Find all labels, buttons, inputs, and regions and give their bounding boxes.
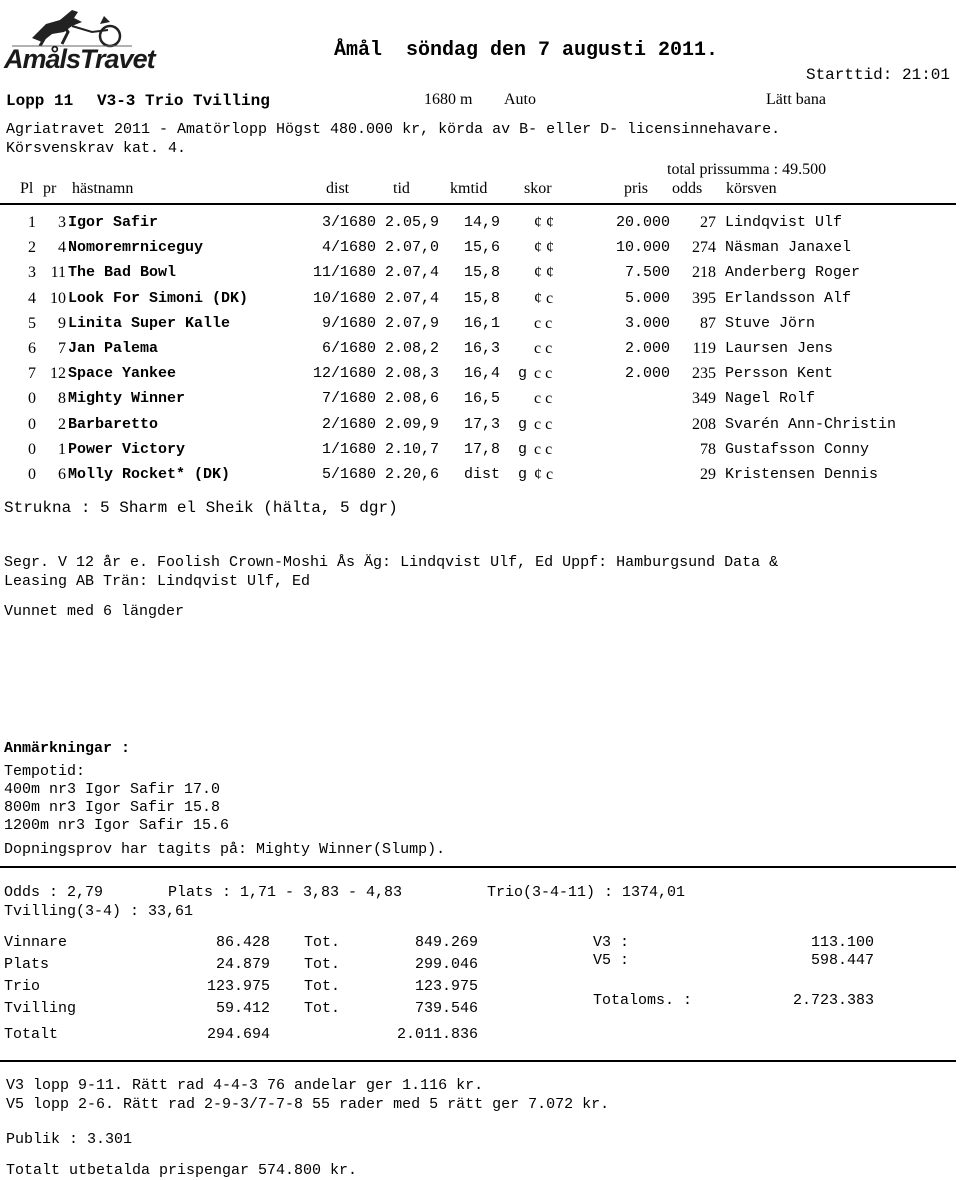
km-time: dist (464, 466, 501, 483)
turnover-tot-value: 739.546 (414, 1000, 478, 1017)
prize-money: 7.500 (624, 264, 670, 282)
driver-name: Lindqvist Ulf (725, 214, 843, 231)
km-time: 16,4 (464, 365, 501, 383)
winner-info-cont: Leasing AB Trän: Lindqvist Ulf, Ed (4, 573, 311, 590)
winner-info: Segr. V 12 år e. Foolish Crown-Moshi Ås Äg: Lindqvist Ulf, Ed Uppf: Hamburgsund Data & (4, 554, 779, 571)
race-time: 2.05,9 (385, 214, 440, 231)
place: 1 (28, 214, 36, 231)
horse-name: Power Victory (68, 440, 186, 458)
race-time: 2.08,2 (385, 340, 440, 357)
v3-turnover-label: V3 : (593, 934, 630, 951)
gear-mark: g (518, 466, 528, 483)
driver-name: Nagel Rolf (725, 390, 816, 408)
tempo-line: 1200m nr3 Igor Safir 15.6 (4, 817, 230, 834)
shoe-marks: c c (534, 340, 553, 357)
odds-place: Plats : 1,71 - 3,83 - 4,83 (168, 884, 403, 901)
start-time: Starttid: 21:01 (805, 66, 950, 84)
horse-name: Barbaretto (68, 415, 159, 433)
shoe-marks: c c (534, 415, 553, 433)
odds-value: 235 (692, 365, 716, 383)
doping-test: Dopningsprov har tagits på: Mighty Winner(Slump). (4, 841, 446, 858)
col-time: tid (393, 180, 410, 197)
place: 6 (28, 340, 36, 357)
race-time: 2.07,0 (385, 239, 440, 257)
distance: 12/1680 (312, 365, 376, 383)
shoe-marks: ¢ c (534, 289, 554, 307)
start-type: Auto (504, 91, 536, 108)
col-prize: pris (624, 180, 648, 197)
prize-money: 20.000 (615, 214, 670, 231)
prize-money: 2.000 (624, 340, 670, 357)
place: 0 (28, 415, 36, 433)
turnover-value: 59.412 (215, 1000, 270, 1017)
distance: 7/1680 (321, 390, 376, 408)
post-position: 9 (58, 314, 66, 332)
col-place: Pl (20, 180, 34, 197)
place: 3 (28, 264, 36, 282)
race-time: 2.08,3 (385, 365, 440, 383)
shoe-marks: ¢ ¢ (534, 264, 554, 282)
km-time: 17,8 (464, 440, 501, 458)
odds-tvilling: Tvilling(3-4) : 33,61 (4, 903, 194, 920)
post-position: 7 (58, 340, 66, 357)
race-time: 2.07,4 (385, 264, 440, 282)
v3-result: V3 lopp 9-11. Rätt rad 4-4-3 76 andelar ger 1.116 kr. (6, 1077, 484, 1094)
race-time: 2.09,9 (385, 415, 440, 433)
shoe-marks: ¢ c (534, 466, 554, 483)
v5-result: V5 lopp 2-6. Rätt rad 2-9-3/7-7-8 55 rader med 5 rätt ger 7.072 kr. (6, 1096, 610, 1113)
horse-name: The Bad Bowl (68, 264, 177, 282)
tempo-line: 800m nr3 Igor Safir 15.8 (4, 799, 221, 816)
distance: 4/1680 (321, 239, 376, 257)
col-horse: hästnamn (72, 180, 134, 197)
total-turnover-value: 2.723.383 (792, 992, 874, 1009)
logo (4, 2, 164, 80)
result-row (0, 215, 960, 235)
horse-name: Molly Rocket* (DK) (68, 466, 231, 483)
post-position: 11 (50, 264, 66, 282)
turnover-total-label: Totalt (4, 1026, 59, 1043)
distance: 1/1680 (321, 440, 376, 458)
shoe-marks: c c (534, 440, 553, 458)
horse-name: Nomoremrniceguy (68, 239, 204, 257)
post-position: 4 (58, 239, 66, 257)
distance: 5/1680 (321, 466, 376, 483)
place: 0 (28, 440, 36, 458)
turnover-value: 24.879 (215, 956, 270, 973)
race-number: Lopp 11 (6, 92, 74, 110)
gear-mark: g (518, 365, 528, 383)
race-time: 2.07,9 (385, 314, 440, 332)
km-time: 16,5 (464, 390, 501, 408)
track-condition: Lätt bana (766, 91, 826, 108)
turnover-tot-label: Tot. (304, 978, 341, 995)
result-row (0, 391, 960, 411)
odds-value: 274 (692, 239, 716, 257)
driver-name: Stuve Jörn (725, 314, 816, 332)
driver-name: Anderberg Roger (725, 264, 861, 282)
turnover-label: Trio (4, 978, 41, 995)
prize-money: 2.000 (624, 365, 670, 383)
trotter-horse-icon (12, 2, 132, 50)
result-row (0, 442, 960, 462)
turnover-tot-label: Tot. (304, 1000, 341, 1017)
race-time: 2.20,6 (385, 466, 440, 483)
result-row (0, 341, 960, 361)
post-position: 10 (50, 289, 66, 307)
km-time: 14,9 (464, 214, 501, 231)
post-position: 8 (58, 390, 66, 408)
driver-name: Erlandsson Alf (725, 289, 852, 307)
distance: 6/1680 (321, 340, 376, 357)
col-post: pr (43, 180, 57, 197)
driver-name: Gustafsson Conny (725, 440, 870, 458)
col-driver: körsven (726, 180, 777, 197)
result-row (0, 240, 960, 260)
horse-name: Space Yankee (68, 365, 177, 383)
header-divider (0, 203, 956, 205)
place: 5 (28, 314, 36, 332)
result-row (0, 265, 960, 285)
turnover-tot-value: 849.269 (414, 934, 478, 951)
shoe-marks: c c (534, 365, 553, 383)
result-row (0, 366, 960, 386)
horse-name: Mighty Winner (68, 390, 186, 408)
total-prize: total prissumma : 49.500 (667, 161, 827, 178)
logo-text: AmålsTravet (4, 44, 155, 74)
race-description: Agriatravet 2011 - Amatörlopp Högst 480.000 kr, körda av B- eller D- licensinnehavare. (6, 121, 781, 138)
gear-mark: g (518, 415, 528, 433)
odds-value: 395 (692, 289, 716, 307)
race-time: 2.08,6 (385, 390, 440, 408)
horse-name: Igor Safir (68, 214, 159, 231)
col-kmtime: kmtid (450, 180, 488, 197)
odds-value: 87 (700, 314, 716, 332)
winning-margin: Vunnet med 6 längder (4, 603, 185, 620)
odds-win: Odds : 2,79 (4, 884, 104, 901)
total-paid: Totalt utbetalda prispengar 574.800 kr. (6, 1162, 358, 1179)
driver-name: Svarén Ann-Christin (725, 415, 897, 433)
driver-name: Kristensen Dennis (725, 466, 879, 483)
result-row (0, 316, 960, 336)
driver-name: Laursen Jens (725, 340, 834, 357)
horse-name: Look For Simoni (DK) (68, 289, 249, 307)
post-position: 2 (58, 415, 66, 433)
shoe-marks: c c (534, 390, 553, 408)
odds-value: 218 (692, 264, 716, 282)
place: 4 (28, 289, 36, 307)
distance: 10/1680 (312, 289, 376, 307)
post-position: 6 (58, 466, 66, 483)
place: 0 (28, 390, 36, 408)
prize-money: 5.000 (624, 289, 670, 307)
odds-value: 119 (692, 340, 716, 357)
race-name: V3-3 Trio Tvilling (97, 92, 270, 110)
km-time: 15,8 (464, 289, 501, 307)
distance: 2/1680 (321, 415, 376, 433)
turnover-tot-value: 123.975 (414, 978, 478, 995)
race-time: 2.10,7 (385, 440, 440, 458)
odds-trio: Trio(3-4-11) : 1374,01 (487, 884, 686, 901)
turnover-tot-value: 299.046 (414, 956, 478, 973)
km-time: 15,8 (464, 264, 501, 282)
shoe-marks: ¢ ¢ (534, 239, 554, 257)
remarks-divider (0, 866, 956, 868)
odds-value: 29 (700, 466, 716, 483)
prize-money: 10.000 (615, 239, 670, 257)
tempo-line: 400m nr3 Igor Safir 17.0 (4, 781, 221, 798)
distance: 3/1680 (321, 214, 376, 231)
turnover-label: Tvilling (4, 1000, 77, 1017)
post-position: 12 (50, 365, 66, 383)
turnover-label: Plats (4, 956, 50, 973)
v5-turnover-label: V5 : (593, 952, 630, 969)
km-time: 17,3 (464, 415, 501, 433)
attendance: Publik : 3.301 (6, 1131, 133, 1148)
km-time: 16,3 (464, 340, 501, 357)
scratched-horses: Strukna : 5 Sharm el Sheik (hälta, 5 dgr) (4, 499, 398, 517)
place: 7 (28, 365, 36, 383)
result-row (0, 467, 960, 487)
v3-turnover-value: 113.100 (810, 934, 874, 951)
turnover-total-tot: 2.011.836 (396, 1026, 478, 1043)
turnover-tot-label: Tot. (304, 956, 341, 973)
distance: 9/1680 (321, 314, 376, 332)
horse-name: Jan Palema (68, 340, 159, 357)
odds-value: 349 (692, 390, 716, 408)
odds-value: 27 (700, 214, 716, 231)
remarks-heading: Anmärkningar : (4, 740, 131, 757)
col-shoes: skor (524, 180, 552, 197)
post-position: 1 (58, 440, 66, 458)
page-title: Åmål söndag den 7 augusti 2011. (334, 39, 719, 62)
col-dist: dist (326, 180, 350, 197)
driver-name: Näsman Janaxel (725, 239, 852, 257)
km-time: 16,1 (464, 314, 501, 332)
driver-name: Persson Kent (725, 365, 834, 383)
turnover-divider (0, 1060, 956, 1062)
result-row (0, 417, 960, 437)
odds-value: 208 (692, 415, 716, 433)
col-odds: odds (672, 180, 703, 197)
prize-money: 3.000 (624, 314, 670, 332)
place: 2 (28, 239, 36, 257)
turnover-label: Vinnare (4, 934, 68, 951)
shoe-marks: ¢ ¢ (534, 214, 554, 231)
post-position: 3 (58, 214, 66, 231)
km-time: 15,6 (464, 239, 501, 257)
race-distance: 1680 m (424, 91, 473, 108)
v5-turnover-value: 598.447 (810, 952, 874, 969)
horse-name: Linita Super Kalle (68, 314, 231, 332)
shoe-marks: c c (534, 314, 553, 332)
distance: 11/1680 (312, 264, 376, 282)
turnover-value: 86.428 (215, 934, 270, 951)
tempo-label: Tempotid: (4, 763, 86, 780)
odds-value: 78 (700, 440, 716, 458)
turnover-total-value: 294.694 (206, 1026, 270, 1043)
gear-mark: g (518, 440, 528, 458)
race-time: 2.07,4 (385, 289, 440, 307)
place: 0 (28, 466, 36, 483)
turnover-value: 123.975 (206, 978, 270, 995)
result-row (0, 291, 960, 311)
total-turnover-label: Totaloms. : (593, 992, 693, 1009)
turnover-tot-label: Tot. (304, 934, 341, 951)
driver-requirement: Körsvenskrav kat. 4. (6, 140, 187, 157)
